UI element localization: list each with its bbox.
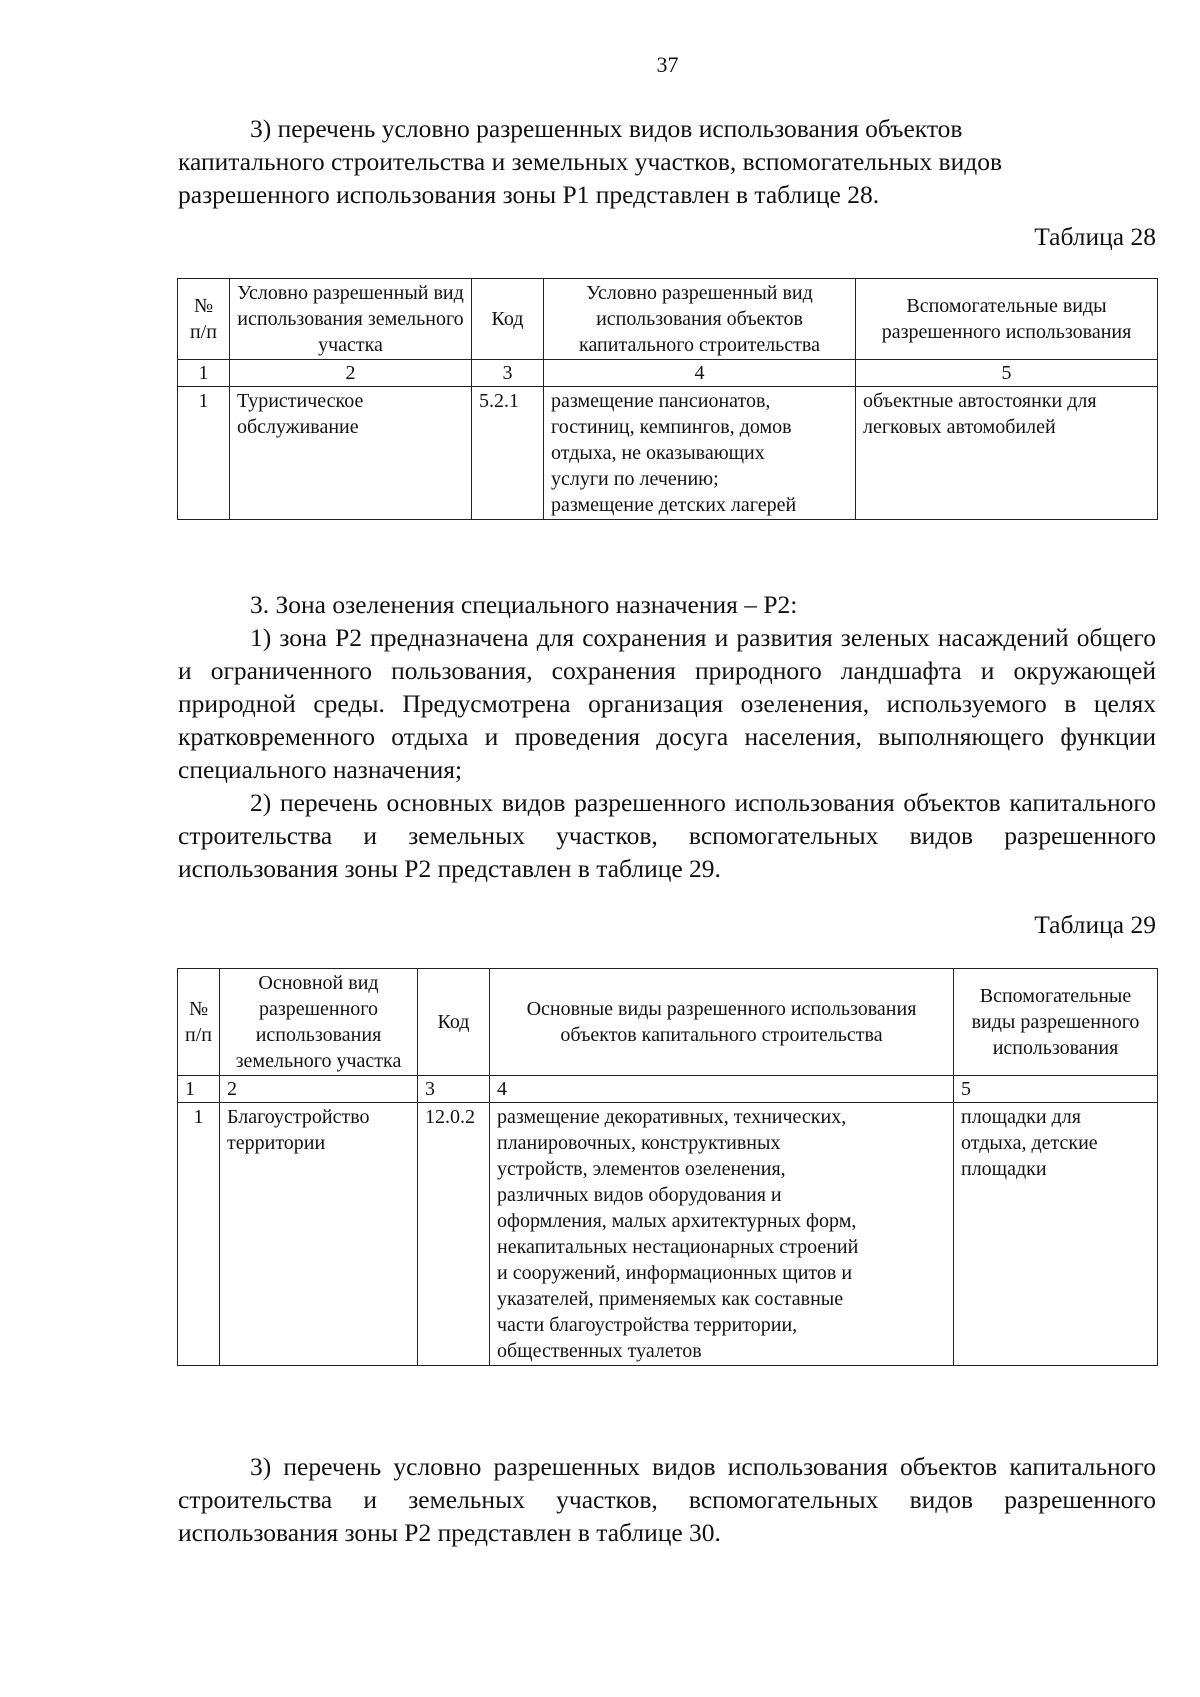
- table-28-row-no: 1: [178, 387, 230, 520]
- table-29-header-capital-use: Основные виды разрешенного использования объектов капитального строительства: [490, 969, 954, 1076]
- table-29: [177, 968, 1158, 1366]
- capital-use-line: планировочных, конструктивных: [497, 1132, 781, 1154]
- capital-use-line: оформления, малых архитектурных форм,: [497, 1210, 857, 1232]
- table-28-col-number: 2: [230, 360, 472, 387]
- table-28-header-auxiliary: Вспомогательные виды разрешенного использования: [856, 279, 1158, 360]
- table-29-row-auxiliary: площадки для отдыха, детские площадки: [954, 1103, 1158, 1366]
- table-28-header-code: Код: [472, 279, 544, 360]
- table-29-header-auxiliary: Вспомогательные виды разрешенного использования: [954, 969, 1158, 1076]
- capital-use-line: общественных туалетов: [497, 1340, 702, 1362]
- table-29-row-code: 12.0.2: [418, 1103, 490, 1366]
- table-28-row-auxiliary: объектные автостоянки для легковых автомобилей: [856, 387, 1158, 520]
- table-29-col-number: 1: [178, 1076, 220, 1103]
- section-3-heading: [178, 588, 1156, 621]
- capital-use-line: части благоустройства территории,: [497, 1314, 798, 1336]
- intro-line-3: разрешенного использования зоны Р1 представлен в таблице 28.: [178, 180, 880, 209]
- table-28-row-code: 5.2.1: [472, 387, 544, 520]
- table-28-header-no: № п/п: [178, 279, 230, 360]
- capital-use-line: указателей, применяемых как составные: [497, 1288, 844, 1310]
- table-29-row: [178, 1103, 1158, 1366]
- section-3-item-2: [178, 786, 1156, 885]
- table-29-col-number: 5: [954, 1076, 1158, 1103]
- table-28-header-capital-use: Условно разрешенный вид использования объектов капитального строительства: [544, 279, 856, 360]
- table-28-col-number: 3: [472, 360, 544, 387]
- section-3-item-1: [178, 621, 1156, 786]
- capital-use-line: гостиниц, кемпингов, домов: [551, 416, 792, 438]
- intro-line-2: капитального строительства и земельных участков, вспомогательных видов: [178, 147, 1002, 176]
- capital-use-line: размещение пансионатов,: [551, 390, 771, 412]
- table-29-header-land-use: Основной вид разрешенного использования земельного участка: [220, 969, 418, 1076]
- closing-paragraph-text: 3) перечень условно разрешенных видов использования объектов капитального строительства и земельных участков, вспомогательных видов разрешенного использования зоны Р2 представлен в таблице 30.: [178, 1452, 1156, 1547]
- capital-use-line: размещение детских лагерей: [551, 494, 797, 516]
- table-29-header-row: [178, 969, 1158, 1076]
- table-29-col-number: 3: [418, 1076, 490, 1103]
- capital-use-line: размещение декоративных, технических,: [497, 1106, 847, 1128]
- table-28-col-number: 4: [544, 360, 856, 387]
- table-28-number-row: [178, 360, 1158, 387]
- section-3-item-1-text: 1) зона Р2 предназначена для сохранения и развития зеленых насаждений общего и ограниченного пользования, сохранения природного ландшафта и окружающей природной среды. Предусмотрена организация озеленения, используемого в целях кратковременного отдыха и проведения досуга населения, выполняющего функции специального назначения;: [178, 623, 1156, 784]
- table-28-header-land-use: Условно разрешенный вид использования земельного участка: [230, 279, 472, 360]
- capital-use-line: и сооружений, информационных щитов и: [497, 1262, 853, 1284]
- capital-use-line: услуги по лечению;: [551, 468, 719, 490]
- section-3-item-2-text: 2) перечень основных видов разрешенного использования объектов капитального строительства и земельных участков, вспомогательных видов разрешенного использования зоны Р2 представлен в таблице 29.: [178, 788, 1156, 883]
- table-29-col-number: 2: [220, 1076, 418, 1103]
- intro-paragraph: [178, 112, 1156, 211]
- table-28-row-land-use: Туристическое обслуживание: [230, 387, 472, 520]
- table-29-row-capital-use: [490, 1103, 954, 1366]
- table-29-col-number: 4: [490, 1076, 954, 1103]
- table-29-row-no: 1: [178, 1103, 220, 1366]
- table-29-caption: Таблица 29: [1034, 910, 1156, 939]
- capital-use-line: отдыха, не оказывающих: [551, 442, 765, 464]
- intro-line-1: 3) перечень условно разрешенных видов использования объектов: [250, 114, 963, 143]
- page-number: 37: [656, 52, 679, 77]
- table-29-header-code: Код: [418, 969, 490, 1076]
- section-3-heading-text: 3. Зона озеленения специального назначения – Р2:: [250, 590, 798, 619]
- table-28-col-number: 1: [178, 360, 230, 387]
- table-28-caption: Таблица 28: [1034, 222, 1156, 251]
- table-28-col-number: 5: [856, 360, 1158, 387]
- table-28-row: [178, 387, 1158, 520]
- closing-paragraph: [178, 1450, 1156, 1549]
- table-28-row-capital-use: [544, 387, 856, 520]
- capital-use-line: различных видов оборудования и: [497, 1184, 782, 1206]
- capital-use-line: устройств, элементов озеленения,: [497, 1158, 786, 1180]
- capital-use-line: некапитальных нестационарных строений: [497, 1236, 859, 1258]
- table-29-row-land-use: Благоустройство территории: [220, 1103, 418, 1366]
- table-28-header-row: [178, 279, 1158, 360]
- table-29-header-no: № п/п: [178, 969, 220, 1076]
- table-29-number-row: [178, 1076, 1158, 1103]
- table-28: [177, 278, 1158, 520]
